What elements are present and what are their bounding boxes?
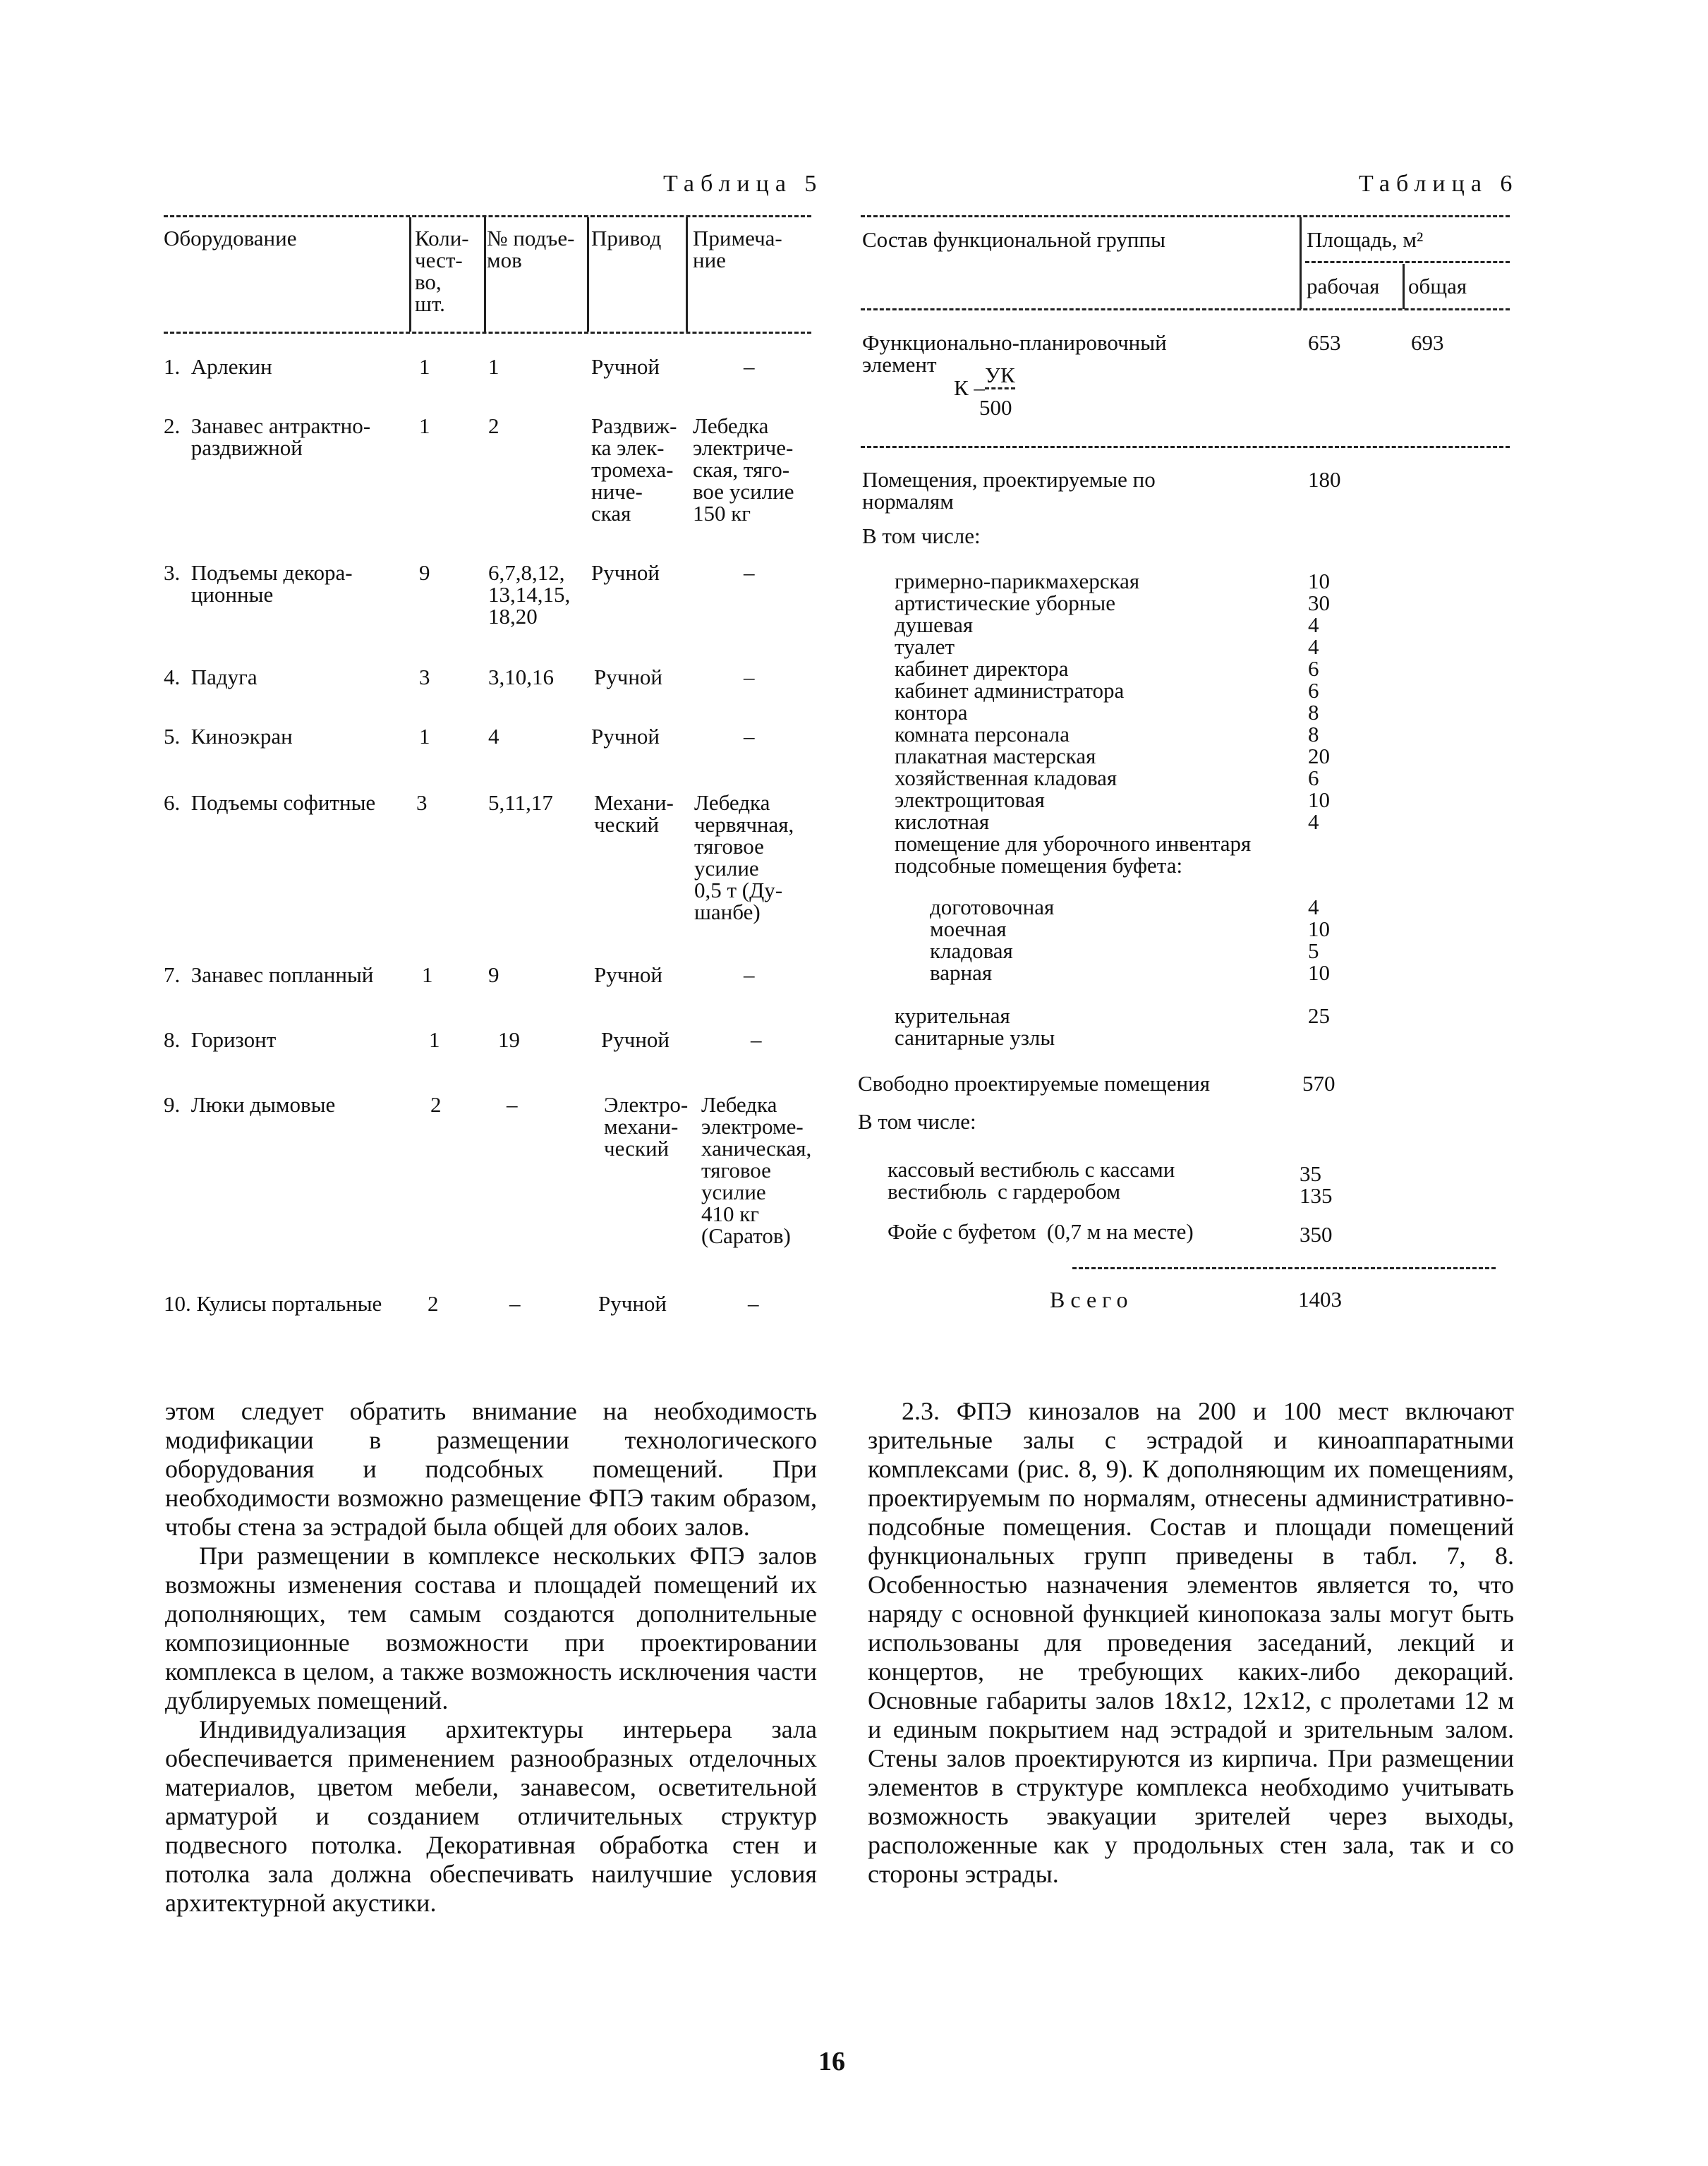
table6-free-label: Свободно проектируемые помещения xyxy=(858,1071,1210,1096)
table6-section-rule xyxy=(861,446,1510,448)
table5-cell-drive: Ручной xyxy=(591,354,660,379)
table6-col-divider xyxy=(1300,217,1302,309)
table5-cell-drive: Ручной xyxy=(601,1027,670,1052)
table5-cell-qty: 3 xyxy=(419,665,430,689)
table5-cell-name: 7. Занавес попланный xyxy=(164,962,374,987)
list-item-value: 4 xyxy=(1308,809,1319,834)
table6-header-group: Состав функциональной группы xyxy=(862,227,1165,252)
table6-norm-value: 180 xyxy=(1308,467,1341,492)
table5-cell-drive: Ручной xyxy=(594,962,663,987)
list-item-value: 20 xyxy=(1308,744,1330,768)
table6-formula-denominator: 500 xyxy=(979,395,1012,420)
table5-cell-lifts: 9 xyxy=(488,962,499,987)
table6-header-total: общая xyxy=(1408,274,1467,298)
table6-col-divider xyxy=(1403,264,1405,309)
table6-smoking-label: курительная санитарные узлы xyxy=(895,1003,1055,1050)
table5-cell-notes: – xyxy=(744,560,755,585)
list-item-value: 10 xyxy=(1308,787,1330,812)
table5-cell-drive: Электро- механи- ческий xyxy=(604,1092,689,1161)
list-item-value: 4 xyxy=(1308,895,1319,919)
paragraph: При размещении в комплексе нескольких ФПЭ залов возможны изменения состава и площадей помещений их дополняющих, тем самым создаются дополнительные композиционные возможности при проектировании комплекса в целом, а также возможность исключения части дублируемых помещений. xyxy=(165,1542,817,1714)
text-column-right xyxy=(868,1397,1514,1889)
table5-cell-lifts: 5,11,17 xyxy=(488,790,553,815)
list-item: плакатная мастерская xyxy=(895,744,1096,768)
table5-cell-name: 6. Подъемы софитные xyxy=(164,790,376,815)
table5-cell-notes: Лебедка червячная, тяговое усилие 0,5 т (Ду- шанбе) xyxy=(694,790,794,924)
list-item: контора xyxy=(895,700,968,725)
table6-subheader-rule xyxy=(1305,261,1510,263)
list-item-value: 4 xyxy=(1308,634,1319,659)
table5-col-divider xyxy=(484,217,486,332)
table5-cell-notes: – xyxy=(744,354,755,379)
table6-formula-numerator: УК xyxy=(985,364,1015,389)
list-item: доготовочная xyxy=(930,895,1055,919)
table5-cell-lifts: 4 xyxy=(488,724,499,749)
list-item: кассовый вестибюль с кассами вестибюль с гардеробом xyxy=(888,1157,1175,1204)
table5-cell-qty: 1 xyxy=(419,413,430,438)
list-item: кабинет администратора xyxy=(895,678,1125,703)
table5-cell-notes: Лебедка электроме- ханическая, тяговое усилие 410 кг (Саратов) xyxy=(701,1092,812,1248)
table5-cell-drive: Ручной xyxy=(591,724,660,749)
list-item-value: 10 xyxy=(1308,569,1330,593)
table5-header-drive: Привод xyxy=(591,226,662,250)
table5-cell-name: 3. Подъемы декора- ционные xyxy=(164,560,353,607)
table5-cell-qty: 2 xyxy=(430,1092,442,1117)
table6-free-value: 570 xyxy=(1302,1071,1335,1096)
text-column-left xyxy=(165,1397,817,1918)
table5-caption: Таблица 5 xyxy=(663,171,823,197)
list-item: хозяйственная кладовая xyxy=(895,766,1118,790)
list-item-value: 6 xyxy=(1308,766,1319,790)
table6-element-work: 653 xyxy=(1308,330,1341,355)
list-item: артистические уборные xyxy=(895,591,1115,615)
table5-header-lifts: № подъе- мов xyxy=(487,226,575,272)
table5-cell-lifts: 2 xyxy=(488,413,499,438)
paragraph: этом следует обратить внимание на необходимость модификации в размещении технологического оборудования и подсобных помещений. При необходимости возможно размещение ФПЭ таким образом, чтобы стена за эстрадой была общей для обоих залов. xyxy=(165,1397,817,1541)
table6-formula-k: К – xyxy=(954,375,985,400)
list-item: кислотная xyxy=(895,809,990,834)
table6-caption: Таблица 6 xyxy=(1359,171,1519,197)
list-item: Фойе с буфетом (0,7 м на месте) xyxy=(888,1219,1194,1244)
table6-norm-label: Помещения, проектируемые по нормалям xyxy=(862,467,1156,514)
list-item: гримерно-парикмахерская xyxy=(895,569,1140,593)
list-item-value: 6 xyxy=(1308,656,1319,681)
list-item: помещение для уборочного инвентаря xyxy=(895,831,1252,856)
table5-cell-notes: – xyxy=(744,724,755,749)
table5-cell-notes: Лебедка электриче- ская, тяго- вое усилие 150 кг xyxy=(693,413,794,526)
table5-cell-qty: 2 xyxy=(428,1291,439,1316)
table5-cell-qty: 1 xyxy=(429,1027,440,1052)
list-item: кладовая xyxy=(930,938,1013,963)
table5-cell-drive: Ручной xyxy=(598,1291,667,1316)
table5-cell-qty: 1 xyxy=(419,354,430,379)
table5-cell-name: 9. Люки дымовые xyxy=(164,1092,336,1117)
table5-header-equipment: Оборудование xyxy=(164,226,297,250)
table5-cell-name: 4. Падуга xyxy=(164,665,258,689)
table5-cell-drive: Ручной xyxy=(591,560,660,585)
table5-cell-lifts: – xyxy=(509,1291,521,1316)
table5-cell-qty: 1 xyxy=(419,724,430,749)
paragraph: 2.3. ФПЭ кинозалов на 200 и 100 мест включают зрительные залы с эстрадой и киноаппаратными комплексами (рис. 8, 9). К дополняющим их помещениям, проектируемым по нормалям, отнесены административно-подсобные помещения. Состав и площади помещений функциональных групп приведены в табл. 7, 8. Особенностью назначения элементов является то, что наряду с основной функцией кинопоказа залы могут быть использованы для проведения заседаний, лекций и концертов, не требующих каких-либо декораций. Основные габариты залов 18х12, 12х12, с пролетами 12 м и единым покрытием над эстрадой и зрительным залом. Стены залов проектируются из кирпича. При размещении элементов в структуре комплекса необходимо учитывать возможность эвакуации зрителей через выходы, расположенные как у продольных стен зала, так и со стороны эстрады. xyxy=(868,1397,1514,1888)
table5-cell-notes: – xyxy=(748,1291,759,1316)
table6-top-rule xyxy=(861,215,1510,217)
table5-cell-qty: 9 xyxy=(419,560,430,585)
list-item-value: 5 xyxy=(1308,938,1319,963)
list-item: душевая xyxy=(895,612,974,637)
table6-header-area: Площадь, м² xyxy=(1307,227,1424,252)
table5-cell-name: 8. Горизонт xyxy=(164,1027,277,1052)
table6-including-label-2: В том числе: xyxy=(858,1109,976,1134)
table5-cell-drive: Раздвиж- ка элек- тромеха- ниче- ская xyxy=(591,413,677,526)
table5-cell-drive: Ручной xyxy=(594,665,663,689)
table5-cell-name: 10. Кулисы портальные xyxy=(164,1291,382,1316)
table5-cell-name: 5. Киноэкран xyxy=(164,724,293,749)
table6-header-rule xyxy=(861,308,1510,310)
table6-total-value: 1403 xyxy=(1298,1287,1342,1312)
table5-cell-name: 2. Занавес антрактно- раздвижной xyxy=(164,413,371,460)
table5-cell-notes: – xyxy=(744,665,755,689)
table6-header-work: рабочая xyxy=(1307,274,1380,298)
table5-col-divider xyxy=(409,217,411,332)
table6-including-label: В том числе: xyxy=(862,524,981,548)
table5-header-notes: Примеча- ние xyxy=(693,226,782,272)
table5-cell-lifts: 6,7,8,12, 13,14,15, 18,20 xyxy=(488,560,571,629)
table5-cell-lifts: 1 xyxy=(488,354,499,379)
list-item: моечная xyxy=(930,916,1007,941)
list-item-value: 30 xyxy=(1308,591,1330,615)
list-item: подсобные помещения буфета: xyxy=(895,853,1183,878)
table5-header-rule xyxy=(164,332,811,334)
table6-total-rule xyxy=(1072,1267,1496,1269)
list-item-value: 10 xyxy=(1308,960,1330,985)
list-item-value: 350 xyxy=(1300,1222,1333,1247)
table5-col-divider xyxy=(686,217,688,332)
list-item-value: 10 xyxy=(1308,916,1330,941)
page-number: 16 xyxy=(818,2047,845,2076)
table6-element-label: Функционально-планировочный элемент xyxy=(862,330,1167,377)
paragraph: Индивидуализация архитектуры интерьера зала обеспечивается применением разнообразных отделочных материалов, цветом мебели, занавесом, осветительной арматурой и созданием отличительных структур подвесного потолка. Декоративная обработка стен и потолка зала должна обеспечивать наилучшие условия архитектурной акустики. xyxy=(165,1715,817,1917)
table5-cell-drive: Механи- ческий xyxy=(594,790,674,837)
table5-cell-lifts: 3,10,16 xyxy=(488,665,554,689)
list-item-value: 35 135 xyxy=(1300,1161,1333,1208)
list-item: варная xyxy=(930,960,993,985)
table5-cell-qty: 1 xyxy=(422,962,433,987)
table5-cell-notes: – xyxy=(744,962,755,987)
list-item: комната персонала xyxy=(895,722,1070,746)
list-item: туалет xyxy=(895,634,955,659)
table5-cell-name: 1. Арлекин xyxy=(164,354,272,379)
list-item-value: 8 xyxy=(1308,700,1319,725)
list-item: электрощитовая xyxy=(895,787,1045,812)
table5-cell-lifts: 19 xyxy=(498,1027,520,1052)
table5-top-rule xyxy=(164,215,811,217)
table5-col-divider xyxy=(587,217,589,332)
table6-total-label: Всего xyxy=(1050,1287,1134,1312)
table6-smoking-value: 25 xyxy=(1308,1003,1330,1028)
table5-cell-qty: 3 xyxy=(416,790,428,815)
table5-header-qty: Коли- чест- во, шт. xyxy=(415,226,469,316)
list-item-value: 4 xyxy=(1308,612,1319,637)
table5-cell-notes: – xyxy=(751,1027,762,1052)
list-item: кабинет директора xyxy=(895,656,1069,681)
table6-element-total: 693 xyxy=(1411,330,1444,355)
list-item-value: 6 xyxy=(1308,678,1319,703)
table5-cell-lifts: – xyxy=(507,1092,518,1117)
list-item-value: 8 xyxy=(1308,722,1319,746)
